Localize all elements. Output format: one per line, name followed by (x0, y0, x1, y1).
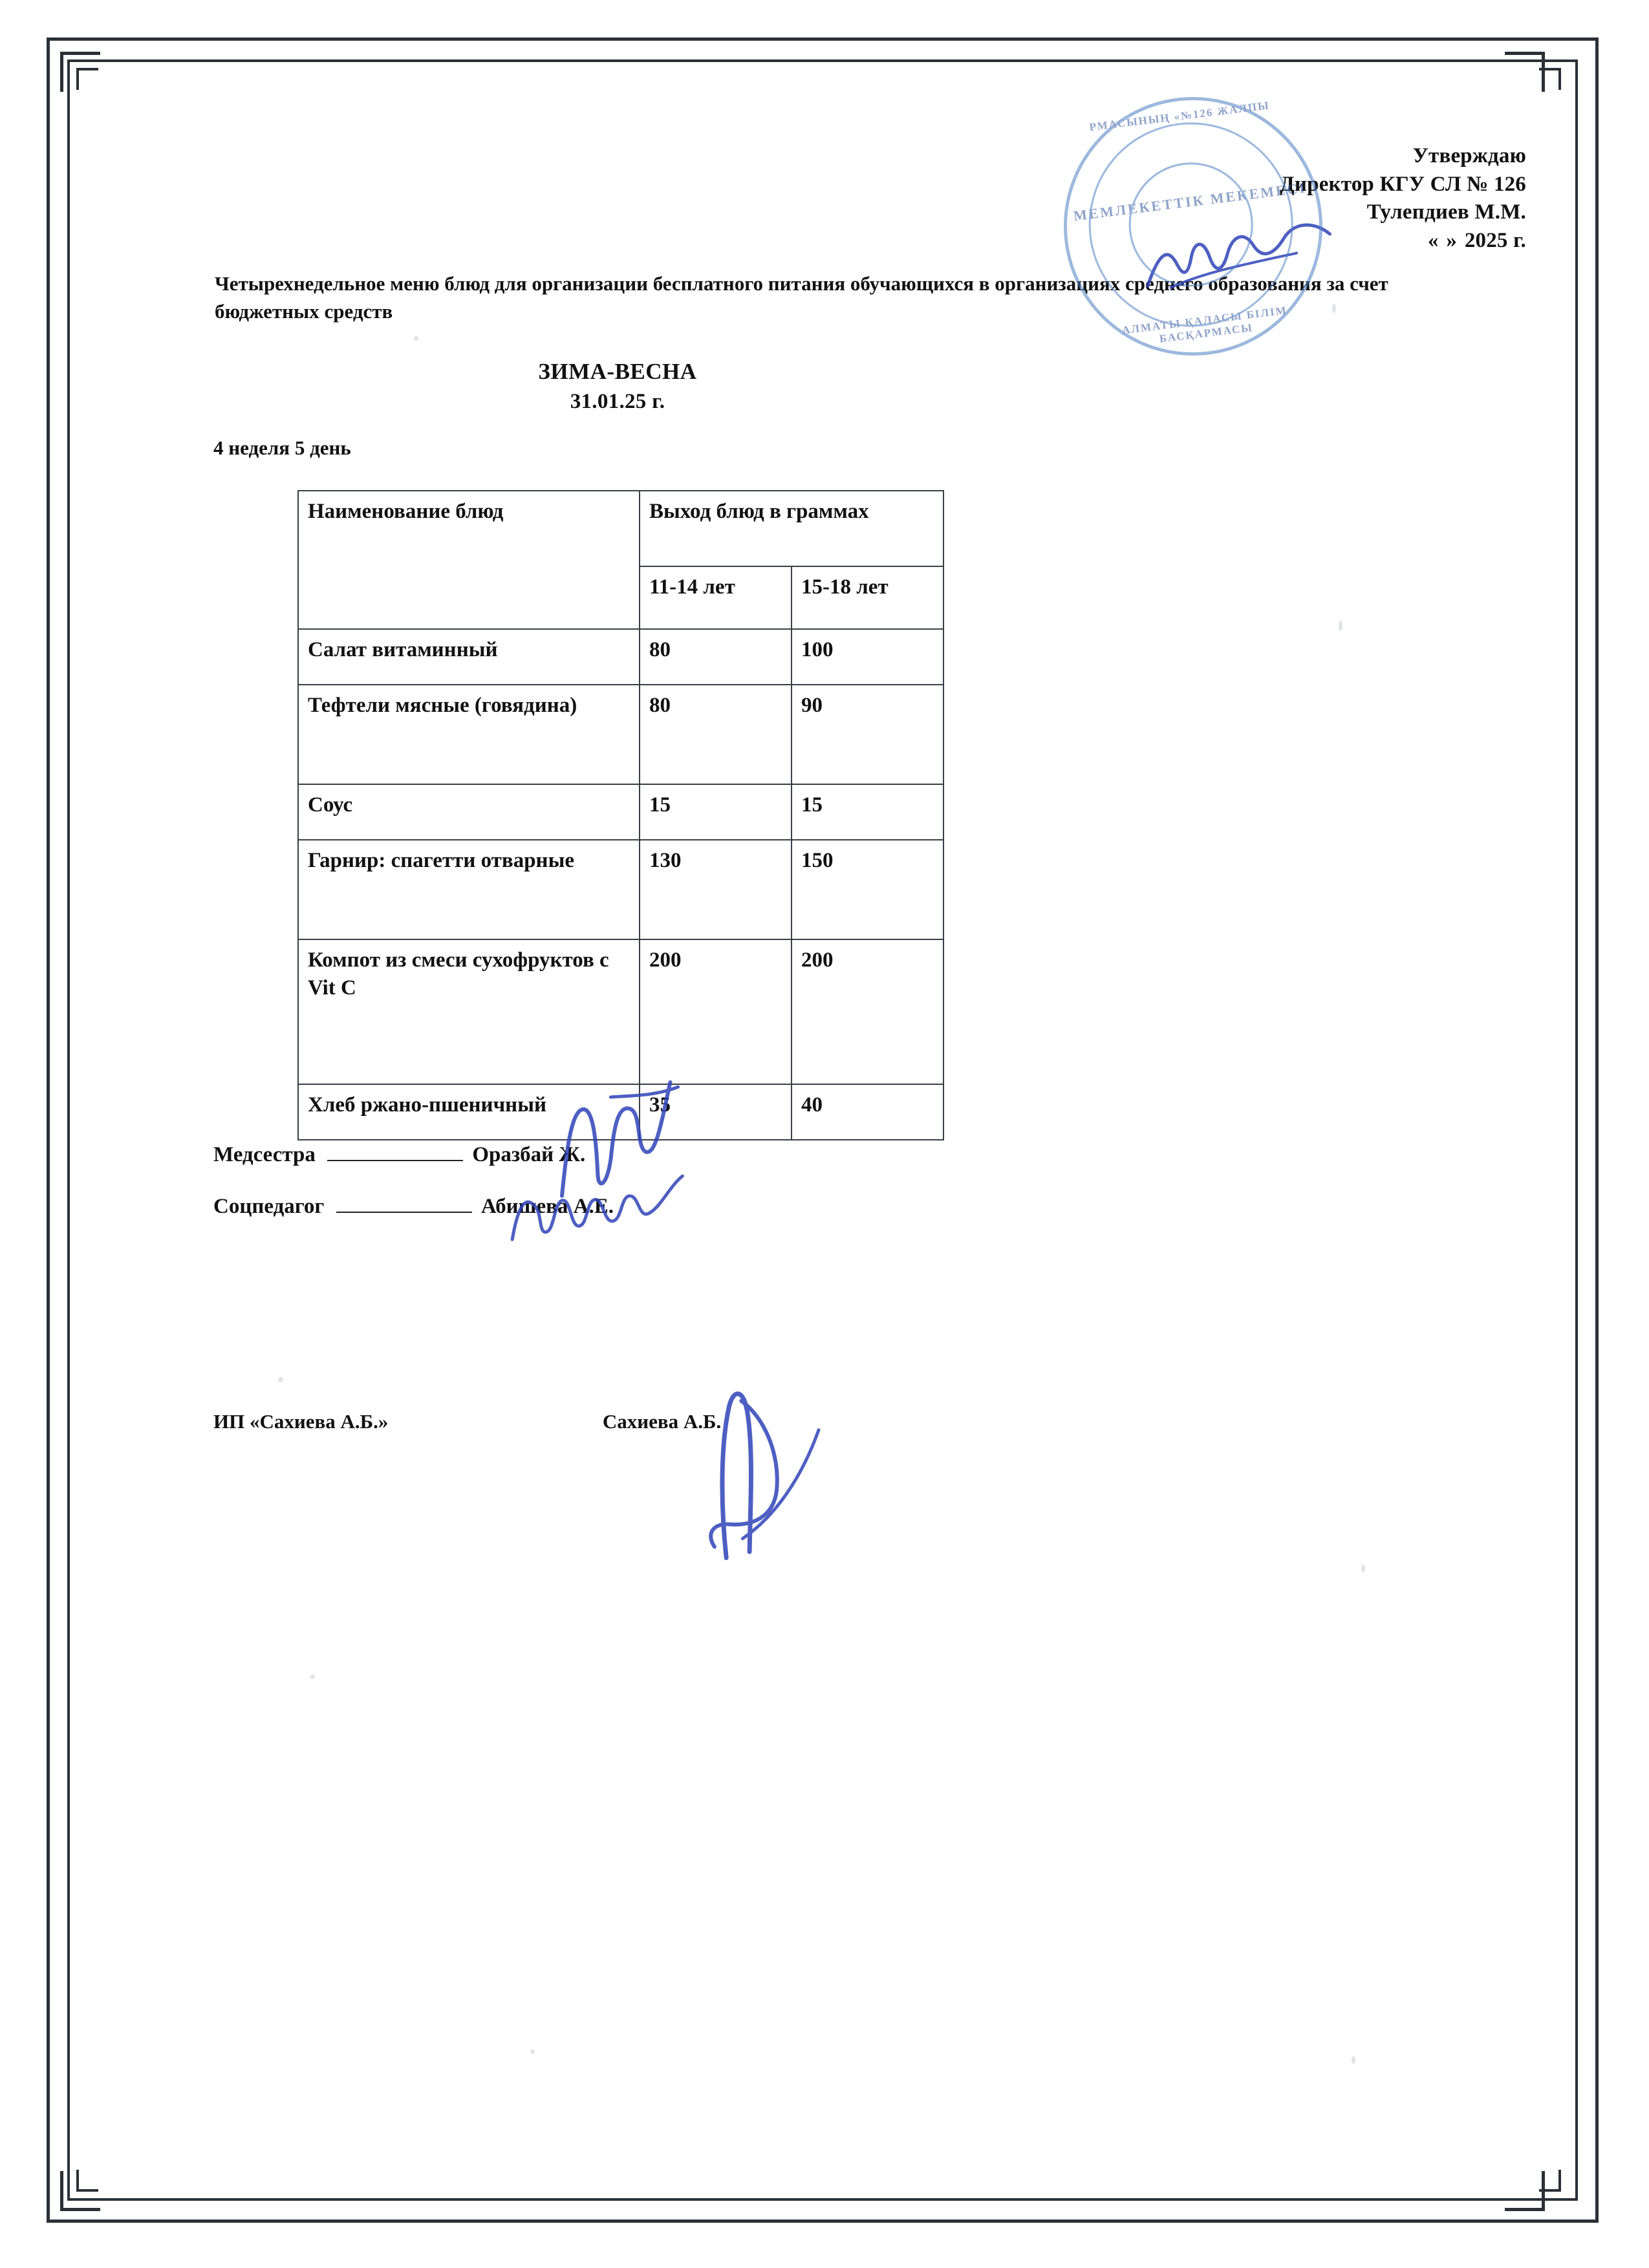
cell-grams-15-18: 40 (792, 1084, 943, 1140)
nurse-name: Оразбай Ж. (472, 1143, 586, 1166)
header-output-grams: Выход блюд в граммах (640, 491, 943, 566)
table-row (298, 939, 943, 1084)
season-date: 31.01.25 г. (570, 390, 665, 413)
table-header-row (298, 491, 943, 566)
header-dish-name: Наименование блюд (298, 491, 640, 629)
stamp-top-text: РМАСЫНЫҢ «№126 ЖАЛПЫ (1088, 99, 1271, 134)
approval-year: 2025 г. (1464, 228, 1526, 252)
cell-grams-11-14: 80 (640, 629, 792, 685)
cell-grams-15-18: 150 (792, 840, 943, 939)
cell-grams-11-14: 200 (640, 939, 792, 1084)
ip-handwritten-signature (662, 1362, 884, 1574)
table-row (298, 840, 943, 939)
cell-grams-11-14: 80 (640, 685, 792, 784)
teacher-signature-line (336, 1190, 472, 1213)
menu-table (297, 490, 944, 1140)
ip-signature-line (400, 1406, 594, 1428)
season-heading (91, 359, 1145, 414)
cell-dish-name: Компот из смеси сухофруктов с Vit C (298, 939, 640, 1084)
document-content (91, 84, 1552, 2179)
table-row (298, 784, 943, 840)
director-title: Директор КГУ СЛ № 126 (1280, 172, 1526, 196)
ip-label: ИП «Сахиева А.Б.» (213, 1410, 389, 1433)
cell-grams-11-14: 15 (640, 784, 792, 840)
stamp-center-text: МЕМЛЕКЕТТІК МЕКЕМЕСІ (1072, 179, 1308, 224)
cell-dish-name: Гарнир: спагетти отварные (298, 840, 640, 939)
teacher-label: Соцпедагог (213, 1195, 325, 1218)
stamp-bottom-text: АЛМАТЫ ҚАЛАСЫ БІЛІМ БАСҚАРМАСЫ (1121, 304, 1288, 345)
ip-name: Сахиева А.Б. (602, 1410, 722, 1433)
nurse-signature-line (327, 1138, 463, 1161)
cell-dish-name: Салат витаминный (298, 629, 640, 685)
table-row (298, 629, 943, 685)
table-row (298, 685, 943, 784)
page-title: Четырехнедельное меню блюд для организации бесплатного питания обучающихся в организациях среднего образования за счет бюджетных средств (215, 272, 1388, 323)
signature-row-teacher (213, 1190, 614, 1219)
header-age-15-18: 15-18 лет (792, 566, 943, 629)
approval-word: Утверждаю (1412, 144, 1526, 167)
teacher-name: Абишева А.Е. (480, 1195, 614, 1218)
quote-close: » (1446, 228, 1458, 252)
season-label: ЗИМА-ВЕСНА (538, 359, 697, 384)
approval-block (1073, 142, 1526, 255)
approval-date-line (1073, 227, 1526, 255)
week-day-label: 4 неделя 5 день (213, 436, 351, 459)
quote-open: « (1427, 228, 1440, 252)
table-row (298, 1084, 943, 1140)
header-age-11-14: 11-14 лет (640, 566, 792, 629)
cell-grams-15-18: 200 (792, 939, 943, 1084)
cell-grams-15-18: 15 (792, 784, 943, 840)
cell-dish-name: Соус (298, 784, 640, 840)
signature-row-ip (213, 1406, 721, 1433)
cell-grams-11-14: 130 (640, 840, 792, 939)
nurse-label: Медсестра (213, 1143, 316, 1166)
director-name: Тулепдиев М.М. (1366, 200, 1526, 224)
cell-dish-name: Хлеб ржано-пшеничный (298, 1084, 640, 1140)
cell-grams-15-18: 90 (792, 685, 943, 784)
signature-row-nurse (213, 1138, 585, 1167)
cell-dish-name: Тефтели мясные (говядина) (298, 685, 640, 784)
cell-grams-15-18: 100 (792, 629, 943, 685)
cell-grams-11-14: 35 (640, 1084, 792, 1140)
